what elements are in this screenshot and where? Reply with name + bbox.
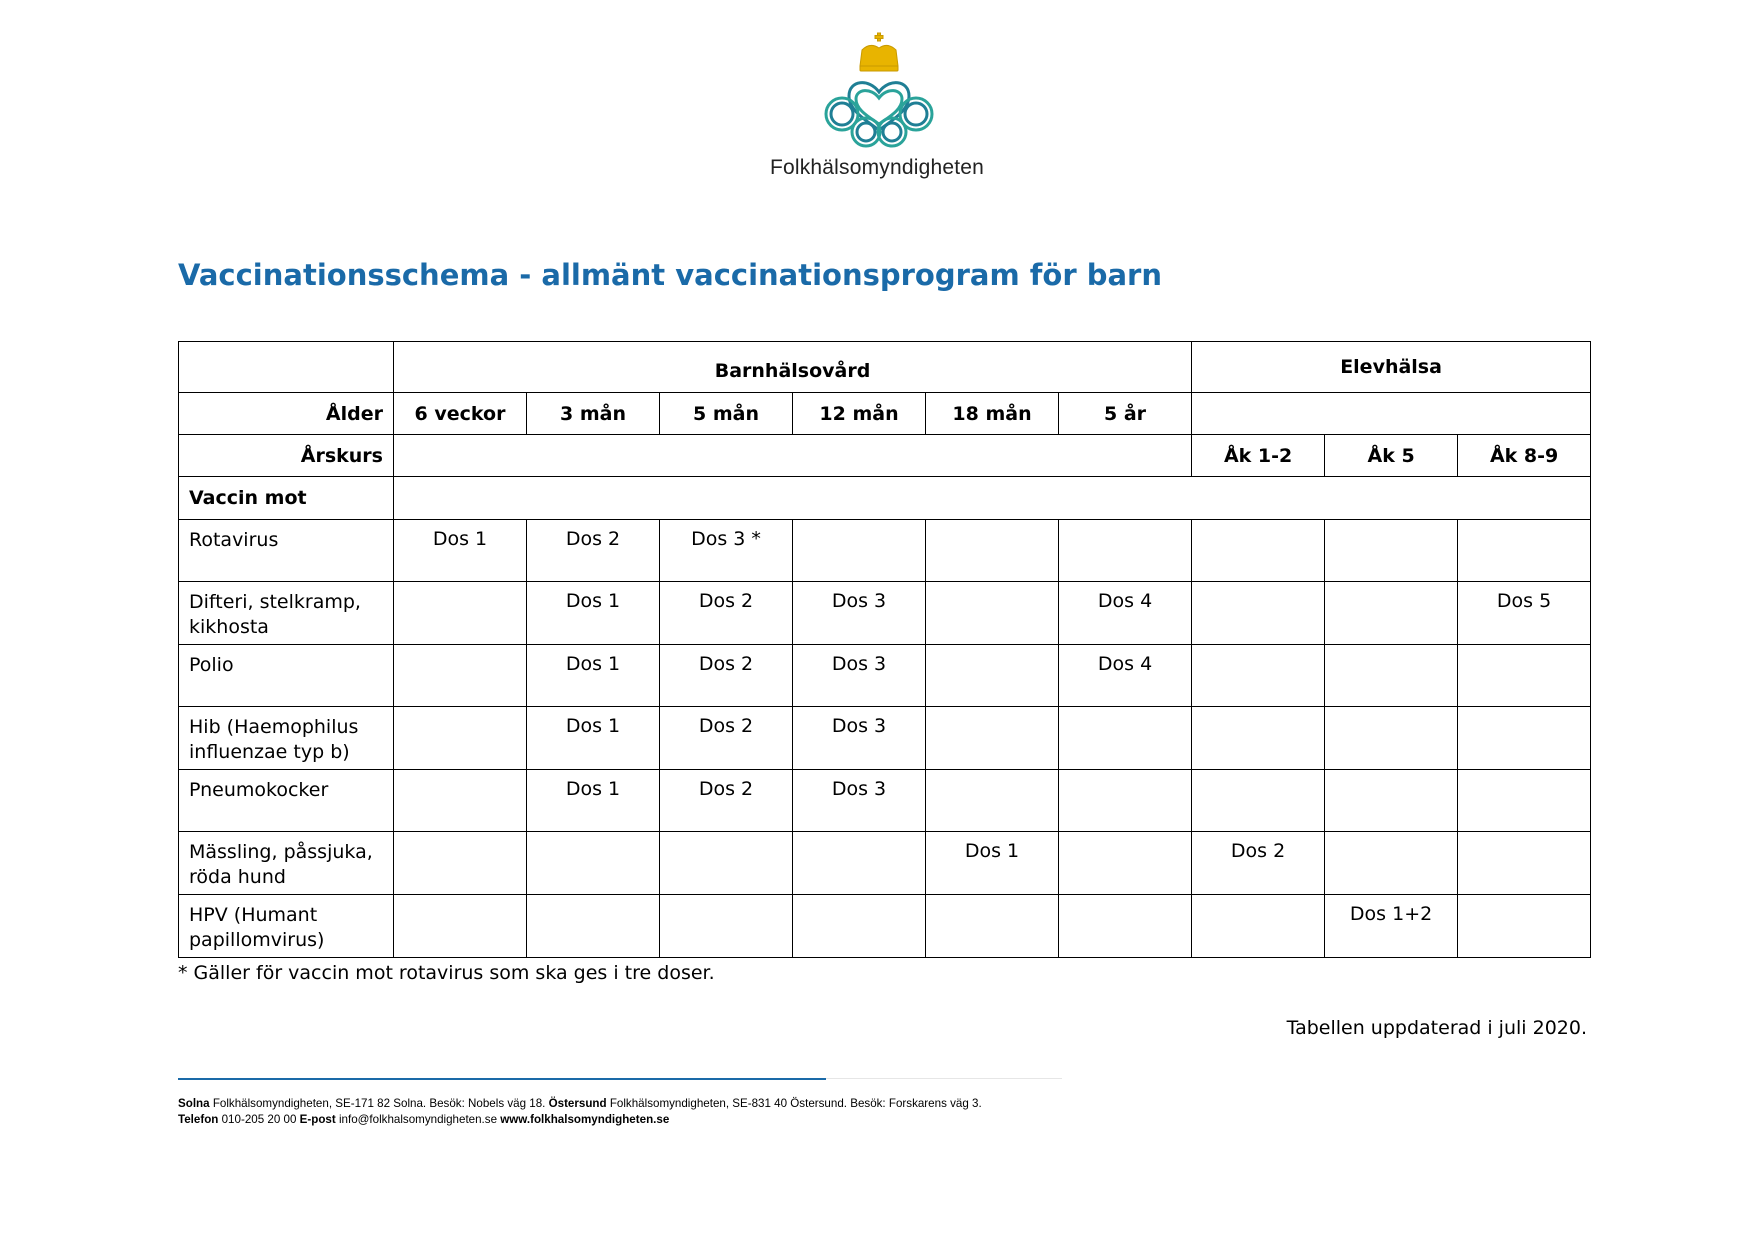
dose-cell bbox=[926, 770, 1059, 832]
dose-cell: Dos 1 bbox=[527, 582, 660, 645]
empty-grade-cell bbox=[394, 435, 1192, 477]
age-cell: 5 år bbox=[1059, 393, 1192, 435]
dose-cell: Dos 2 bbox=[660, 770, 793, 832]
dose-cell bbox=[1192, 520, 1325, 582]
age-row bbox=[179, 393, 1591, 435]
dose-cell bbox=[1325, 770, 1458, 832]
dose-cell bbox=[527, 832, 660, 895]
vaccine-label-row bbox=[179, 477, 1591, 520]
vaccine-name: Difteri, stelkramp, kikhosta bbox=[179, 582, 394, 645]
dose-cell bbox=[1458, 895, 1591, 958]
dose-cell: Dos 3 * bbox=[660, 520, 793, 582]
dose-cell bbox=[394, 645, 527, 707]
dose-cell bbox=[926, 520, 1059, 582]
dose-cell bbox=[660, 895, 793, 958]
table-row bbox=[179, 520, 1591, 582]
table-row bbox=[179, 582, 1591, 645]
footer-line-addresses bbox=[178, 1096, 982, 1112]
footnote: * Gäller för vaccin mot rotavirus som ska ges i tre doser. bbox=[178, 962, 715, 984]
dose-cell bbox=[793, 832, 926, 895]
dose-cell bbox=[394, 707, 527, 770]
dose-cell bbox=[1325, 832, 1458, 895]
table-row bbox=[179, 895, 1591, 958]
dose-cell bbox=[1059, 770, 1192, 832]
dose-cell bbox=[1059, 895, 1192, 958]
dose-cell bbox=[1458, 520, 1591, 582]
dose-cell: Dos 5 bbox=[1458, 582, 1591, 645]
dose-cell: Dos 1 bbox=[527, 645, 660, 707]
footer-line-contact bbox=[178, 1112, 982, 1128]
footer-telefon-text: 010-205 20 00 bbox=[221, 1113, 297, 1126]
dose-cell: Dos 3 bbox=[793, 707, 926, 770]
table-row bbox=[179, 832, 1591, 895]
age-cell: 6 veckor bbox=[394, 393, 527, 435]
dose-cell bbox=[394, 582, 527, 645]
org-name: Folkhälsomyndigheten bbox=[769, 156, 985, 179]
empty-age-cell bbox=[1192, 393, 1591, 435]
vaccination-table bbox=[178, 341, 1591, 958]
footer-ostersund-label: Östersund bbox=[548, 1097, 607, 1110]
age-cell: 3 mån bbox=[527, 393, 660, 435]
footer-solna-label: Solna bbox=[178, 1097, 210, 1110]
dose-cell: Dos 2 bbox=[660, 582, 793, 645]
dose-cell bbox=[1325, 582, 1458, 645]
page-title: Vaccinationsschema - allmänt vaccinationsprogram för barn bbox=[178, 258, 1163, 292]
footer-solna-text: Folkhälsomyndigheten, SE-171 82 Solna. Besök: Nobels väg 18. bbox=[212, 1097, 546, 1110]
table-row bbox=[179, 770, 1591, 832]
dose-cell bbox=[1059, 520, 1192, 582]
updated-note: Tabellen uppdaterad i juli 2020. bbox=[1286, 1017, 1587, 1039]
logo-emblem-icon bbox=[820, 32, 938, 152]
dose-cell: Dos 2 bbox=[660, 645, 793, 707]
age-label: Ålder bbox=[179, 393, 394, 435]
grade-row bbox=[179, 435, 1591, 477]
dose-cell: Dos 2 bbox=[660, 707, 793, 770]
table-row bbox=[179, 645, 1591, 707]
dose-cell bbox=[1192, 707, 1325, 770]
dose-cell bbox=[1458, 832, 1591, 895]
dose-cell bbox=[926, 582, 1059, 645]
dose-cell bbox=[793, 895, 926, 958]
group-header-row bbox=[179, 342, 1591, 393]
dose-cell: Dos 1 bbox=[926, 832, 1059, 895]
dose-cell bbox=[394, 770, 527, 832]
vaccine-label: Vaccin mot bbox=[179, 477, 394, 520]
vaccine-name: HPV (Humant papillomvirus) bbox=[179, 895, 394, 958]
age-cell: 12 mån bbox=[793, 393, 926, 435]
vaccine-name: Hib (Haemophilus influenzae typ b) bbox=[179, 707, 394, 770]
dose-cell: Dos 3 bbox=[793, 582, 926, 645]
dose-cell bbox=[926, 895, 1059, 958]
dose-cell bbox=[394, 895, 527, 958]
grade-cell: Åk 8-9 bbox=[1458, 435, 1591, 477]
grade-label: Årskurs bbox=[179, 435, 394, 477]
dose-cell bbox=[1192, 895, 1325, 958]
dose-cell bbox=[527, 895, 660, 958]
dose-cell bbox=[926, 645, 1059, 707]
table-row bbox=[179, 707, 1591, 770]
dose-cell bbox=[1192, 582, 1325, 645]
footer-ostersund-text: Folkhälsomyndigheten, SE-831 40 Östersund. Besök: Forskarens väg 3. bbox=[609, 1097, 982, 1110]
dose-cell bbox=[1192, 770, 1325, 832]
dose-cell bbox=[1325, 707, 1458, 770]
dose-cell: Dos 1+2 bbox=[1325, 895, 1458, 958]
empty-corner-cell bbox=[179, 342, 394, 393]
footer-web-link[interactable]: www.folkhalsomyndigheten.se bbox=[500, 1113, 670, 1126]
dose-cell bbox=[1192, 645, 1325, 707]
footer-divider bbox=[178, 1078, 826, 1080]
vaccine-name: Rotavirus bbox=[179, 520, 394, 582]
dose-cell bbox=[1458, 707, 1591, 770]
dose-cell: Dos 2 bbox=[527, 520, 660, 582]
dose-cell: Dos 1 bbox=[527, 770, 660, 832]
footer-epost-label: E-post bbox=[299, 1113, 336, 1126]
dose-cell: Dos 1 bbox=[394, 520, 527, 582]
grade-cell: Åk 5 bbox=[1325, 435, 1458, 477]
dose-cell bbox=[660, 832, 793, 895]
dose-cell bbox=[1458, 645, 1591, 707]
dose-cell: Dos 4 bbox=[1059, 645, 1192, 707]
dose-cell: Dos 4 bbox=[1059, 582, 1192, 645]
dose-cell bbox=[1325, 520, 1458, 582]
dose-cell bbox=[1059, 707, 1192, 770]
age-cell: 5 mån bbox=[660, 393, 793, 435]
vaccine-name: Polio bbox=[179, 645, 394, 707]
group-header-elevhalsa: Elevhälsa bbox=[1192, 342, 1591, 393]
dose-cell bbox=[926, 707, 1059, 770]
dose-cell bbox=[1458, 770, 1591, 832]
footer bbox=[178, 1096, 982, 1128]
dose-cell bbox=[793, 520, 926, 582]
footer-divider-faint bbox=[826, 1078, 1062, 1079]
dose-cell: Dos 1 bbox=[527, 707, 660, 770]
footer-telefon-label: Telefon bbox=[178, 1113, 219, 1126]
dose-cell: Dos 3 bbox=[793, 770, 926, 832]
group-header-barnhalsovard: Barnhälsovård bbox=[394, 342, 1192, 393]
crown-icon bbox=[860, 33, 898, 71]
dose-cell bbox=[1325, 645, 1458, 707]
age-cell: 18 mån bbox=[926, 393, 1059, 435]
footer-epost-link[interactable]: info@folkhalsomyndigheten.se bbox=[338, 1113, 498, 1126]
vaccine-name: Pneumokocker bbox=[179, 770, 394, 832]
dose-cell: Dos 3 bbox=[793, 645, 926, 707]
dose-cell: Dos 2 bbox=[1192, 832, 1325, 895]
dose-cell bbox=[394, 832, 527, 895]
dose-cell bbox=[1059, 832, 1192, 895]
vaccine-name: Mässling, påssjuka, röda hund bbox=[179, 832, 394, 895]
grade-cell: Åk 1-2 bbox=[1192, 435, 1325, 477]
empty-vaccine-cell bbox=[394, 477, 1591, 520]
